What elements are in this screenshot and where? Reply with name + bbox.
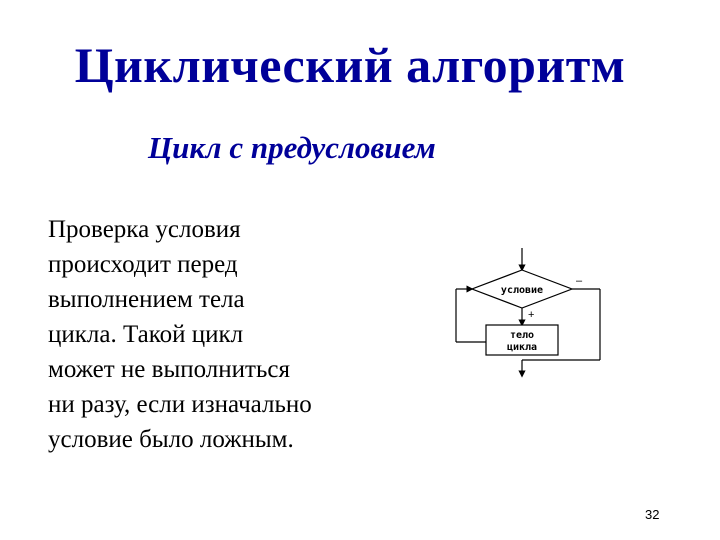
flowchart-svg xyxy=(440,238,620,378)
body-line: условие было ложным. xyxy=(48,426,294,453)
body-line: может не выполниться xyxy=(48,356,290,383)
body-line: происходит перед xyxy=(48,251,238,278)
body-line: выполнением тела xyxy=(48,286,245,313)
body-line: цикла. Такой цикл xyxy=(48,321,244,348)
body-paragraph xyxy=(48,212,368,457)
true-sign: + xyxy=(528,309,535,321)
slide-subtitle: Цикл с предусловием xyxy=(148,130,436,165)
slide-title: Циклический алгоритм xyxy=(74,37,626,93)
flowchart-diagram xyxy=(440,238,620,378)
body-line: Проверка условия xyxy=(48,216,241,243)
loop-body-label-line2: цикла xyxy=(506,342,538,353)
body-line: ни разу, если изначально xyxy=(48,391,312,418)
condition-label: условие xyxy=(500,285,544,296)
loop-body-label-line1: тело xyxy=(509,330,535,341)
page-number: 32 xyxy=(645,507,660,522)
false-sign: – xyxy=(576,275,583,287)
